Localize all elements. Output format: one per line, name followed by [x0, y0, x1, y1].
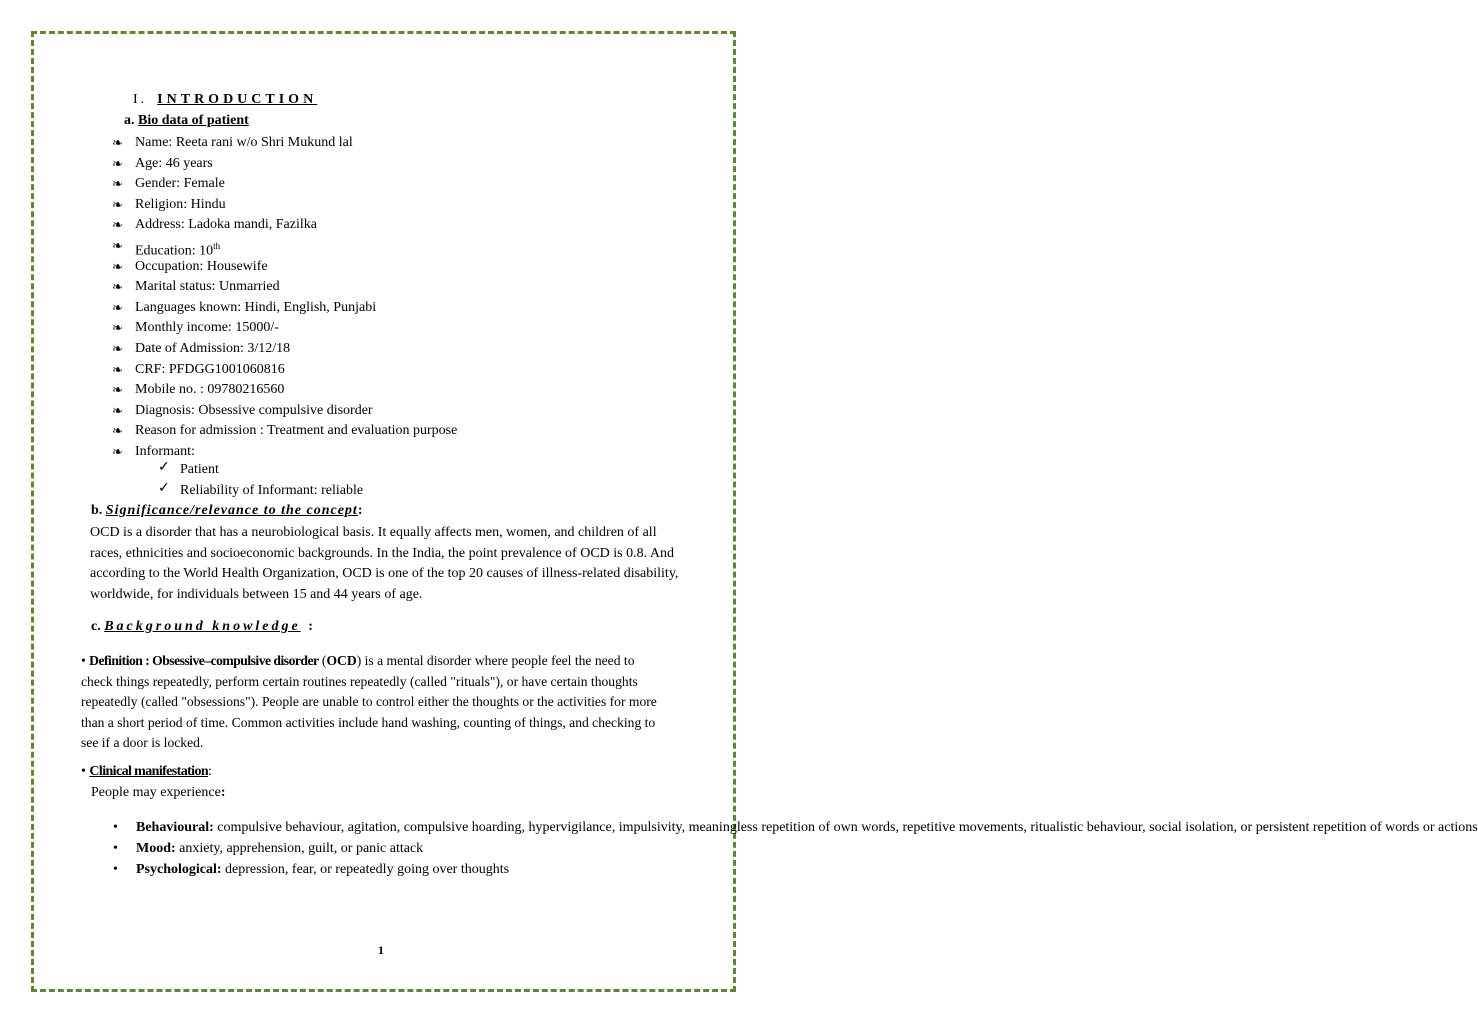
bullet-icon: ❧ [112, 217, 123, 233]
bio-item-education: ❧ Education: 10th [112, 237, 221, 259]
section-heading [133, 92, 317, 108]
bullet-icon: ❧ [112, 196, 123, 212]
checkmark-icon: ✓ [158, 460, 170, 475]
bio-item-diagnosis: ❧ Diagnosis: Obsessive compulsive disorder [112, 401, 457, 422]
checkmark-icon: ✓ [158, 481, 170, 496]
informant-list [158, 460, 363, 502]
background-label: c. [91, 619, 101, 634]
definition-paragraph: • Definition : Obsessive–compulsive disorder (OCD) is a mental disorder where people feel the need to check things repeatedly, perform certain routines repeatedly (called "rituals"), or have certain thoughts repeatedly (called "obsessions"). People are unable to control either the thoughts or the activities for more than a short period of time. Common activities include hand washing, counting of things, and checking to see if a door is locked. [81, 653, 657, 750]
bullet-dot: • [81, 764, 90, 779]
bullet-icon: ❧ [112, 279, 123, 295]
informant-item: ✓ Patient [158, 460, 219, 477]
bullet-dot: • [113, 862, 118, 877]
bullet-icon: ❧ [112, 443, 123, 459]
bullet-icon: ❧ [112, 402, 123, 418]
bio-item-marital: ❧ Marital status: Unmarried [112, 277, 457, 298]
informant-item: ✓ Reliability of Informant: reliable [158, 481, 364, 498]
manifestation-item: • Mood: anxiety, apprehension, guilt, or panic attack [113, 838, 673, 859]
section-title: INTRODUCTION [157, 92, 318, 107]
bio-item-crf: ❧ CRF: PFDGG1001060816 [112, 360, 457, 381]
bullet-icon: ❧ [112, 423, 123, 439]
bio-item-mobile: ❧ Mobile no. : 09780216560 [112, 380, 457, 401]
bullet-icon: ❧ [112, 135, 123, 150]
bio-item-admission: ❧ Date of Admission: 3/12/18 [112, 339, 457, 360]
bullet-icon: ❧ [112, 299, 123, 315]
bio-item-religion: ❧ Religion: Hindu [112, 195, 457, 216]
bio-item-address: ❧ Address: Ladoka mandi, Fazilka [112, 215, 457, 236]
bio-item-languages: ❧ Languages known: Hindi, English, Punjabi [112, 298, 457, 319]
page-number: 1 [378, 943, 384, 957]
section-number: I. [133, 92, 148, 107]
significance-label: b. [91, 503, 103, 518]
bio-item-reason: ❧ Reason for admission : Treatment and evaluation purpose [112, 421, 457, 442]
bio-item-name: ❧ Name: Reeta rani w/o Shri Mukund lal [112, 133, 457, 154]
significance-paragraph: OCD is a disorder that has a neurobiological basis. It equally affects men, women, and children of all races, ethnicities and socioeconomic backgrounds. In the India, the point prevalence of OCD is 0.8. And according to the World Health Organization, OCD is one of the top 20 causes of illness-related disability, worldwide, for individuals between 15 and 44 years of age. [90, 525, 679, 602]
bio-item-gender: ❧ Gender: Female [112, 174, 457, 195]
background-title: Background knowledge [104, 619, 301, 634]
bio-heading [124, 113, 249, 129]
bio-list [112, 133, 457, 463]
manifestation-item: • Psychological: depression, fear, or repeatedly going over thoughts [113, 859, 673, 880]
bullet-icon: ❧ [112, 237, 123, 253]
bullet-dot: • [113, 841, 118, 856]
bullet-icon: ❧ [112, 382, 123, 398]
bullet-icon: ❧ [112, 361, 123, 377]
bullet-icon: ❧ [112, 340, 123, 356]
significance-heading: b. Significance/relevance to the concept: [91, 503, 363, 518]
people-text: People may experience: [91, 785, 226, 800]
bio-item-income: ❧ Monthly income: 15000/- [112, 318, 457, 339]
bullet-dot: • [81, 653, 90, 668]
manifestation-list [113, 817, 1478, 880]
manifestation-item: • Behavioural: compulsive behaviour, agitation, compulsive hoarding, hypervigilance, impulsivity, meaningless repetition of own words, repetitive movements, ritualistic behaviour, social isolation, or persistent repetition of words or actions [113, 817, 673, 838]
bio-title: Bio data of patient [138, 113, 249, 128]
bullet-icon: ❧ [112, 176, 123, 192]
bullet-icon: ❧ [112, 155, 123, 171]
education-superscript: th [213, 240, 221, 251]
clinical-label: Clinical manifestation [89, 764, 209, 779]
bullet-icon: ❧ [112, 258, 123, 274]
bullet-dot: • [113, 820, 118, 835]
bio-item-occupation: ❧ Occupation: Housewife [112, 257, 457, 278]
definition-abbr: OCD [326, 653, 357, 668]
bio-item-age: ❧ Age: 46 years [112, 154, 457, 175]
definition-label: Definition : Obsessive–compulsive disorder [89, 653, 319, 668]
bio-label: a. [124, 113, 135, 128]
significance-title: Significance/relevance to the concept [105, 503, 358, 518]
clinical-heading: • Clinical manifestation: [81, 764, 212, 779]
bio-item-informant: ❧ Informant: [112, 442, 457, 463]
background-heading: c. Background knowledge : [91, 619, 313, 634]
bullet-icon: ❧ [112, 320, 123, 336]
